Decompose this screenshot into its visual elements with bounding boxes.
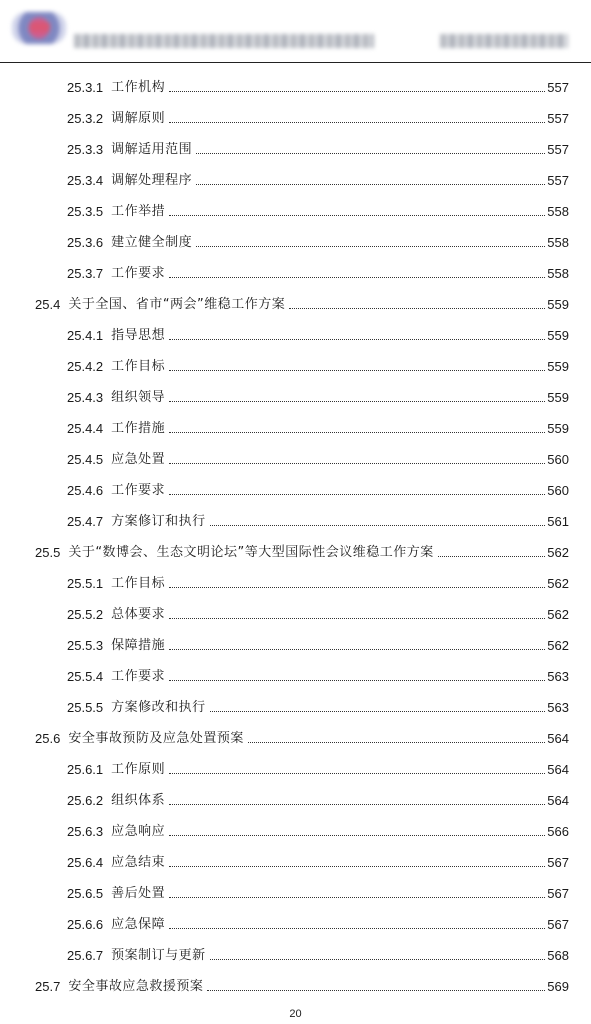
toc-entry-page: 562 — [547, 607, 569, 622]
toc-entry[interactable] — [67, 231, 569, 251]
toc-entry[interactable] — [67, 820, 569, 840]
toc-entry[interactable] — [67, 634, 569, 654]
toc-entry-number: 25.4.3 — [67, 390, 104, 405]
toc-entry[interactable] — [67, 851, 569, 871]
toc-entry[interactable] — [67, 758, 569, 778]
toc-entry-title: 工作机构 — [111, 80, 166, 95]
toc-dot-leader — [169, 493, 545, 495]
toc-entry[interactable] — [67, 355, 569, 375]
toc-entry-page: 558 — [547, 266, 569, 281]
toc-entry-title: 应急处置 — [111, 452, 166, 467]
toc-entry[interactable] — [67, 386, 569, 406]
toc-entry[interactable] — [67, 665, 569, 685]
toc-entry-number: 25.4.4 — [67, 421, 104, 436]
toc-dot-leader — [169, 400, 545, 402]
toc-entry-page: 561 — [547, 514, 569, 529]
toc-entry-number: 25.6.1 — [67, 762, 104, 777]
toc-entry-title: 工作原则 — [111, 762, 166, 777]
toc-dot-leader — [169, 214, 545, 216]
toc-entry-title: 工作要求 — [111, 669, 166, 684]
toc-entry[interactable] — [67, 324, 569, 344]
toc-entry-page: 557 — [547, 111, 569, 126]
toc-entry-number: 25.3.5 — [67, 204, 104, 219]
toc-entry-title: 工作要求 — [111, 483, 166, 498]
toc-dot-leader — [169, 834, 545, 836]
toc-dot-leader — [196, 152, 545, 154]
toc-entry[interactable] — [67, 696, 569, 716]
toc-entry-number: 25.6.7 — [67, 948, 104, 963]
toc-entry-title: 方案修订和执行 — [111, 514, 206, 529]
toc-entry-title: 应急响应 — [111, 824, 166, 839]
toc-entry-number: 25.5.4 — [67, 669, 104, 684]
toc-entry-title: 应急保障 — [111, 917, 166, 932]
toc-entry-page: 559 — [547, 390, 569, 405]
toc-entry-number: 25.4.2 — [67, 359, 104, 374]
toc-dot-leader — [210, 524, 546, 526]
toc-entry[interactable] — [67, 603, 569, 623]
toc-dot-leader — [207, 989, 545, 991]
toc-entry-number: 25.5 — [35, 545, 61, 560]
toc-entry-number: 25.7 — [35, 979, 61, 994]
toc-entry-title: 建立健全制度 — [111, 235, 193, 250]
toc-entry-number: 25.3.6 — [67, 235, 104, 250]
toc-entry-page: 558 — [547, 204, 569, 219]
toc-dot-leader — [196, 245, 545, 247]
toc-entry[interactable] — [67, 417, 569, 437]
toc-entry[interactable] — [67, 479, 569, 499]
toc-dot-leader — [169, 648, 545, 650]
page-header — [0, 0, 591, 62]
toc-entry-page: 563 — [547, 700, 569, 715]
toc-entry-title: 保障措施 — [111, 638, 166, 653]
toc-dot-leader — [169, 865, 545, 867]
toc-entry-number: 25.4 — [35, 297, 61, 312]
toc-entry-title: 调解适用范围 — [111, 142, 193, 157]
toc-entry-title: 关于“数博会、生态文明论坛”等大型国际性会议维稳工作方案 — [68, 545, 434, 560]
toc-dot-leader — [169, 927, 545, 929]
toc-entry[interactable] — [67, 169, 569, 189]
toc-entry-title: 工作目标 — [111, 359, 166, 374]
toc-entry[interactable] — [67, 448, 569, 468]
toc-dot-leader — [169, 276, 545, 278]
toc-entry-number: 25.6.3 — [67, 824, 104, 839]
toc-entry[interactable] — [67, 913, 569, 933]
toc-entry-title: 组织领导 — [111, 390, 166, 405]
toc-dot-leader — [169, 431, 545, 433]
toc-entry-number: 25.6.4 — [67, 855, 104, 870]
toc-entry-title: 调解处理程序 — [111, 173, 193, 188]
toc-entry-page: 562 — [547, 638, 569, 653]
page-number: 20 — [289, 1008, 302, 1020]
toc-entry-page: 559 — [547, 297, 569, 312]
toc-entry-title: 安全事故预防及应急处置预案 — [68, 731, 244, 746]
toc-entry-title: 总体要求 — [111, 607, 166, 622]
toc-entry-number: 25.5.1 — [67, 576, 104, 591]
toc-dot-leader — [169, 772, 545, 774]
toc-entry-title: 调解原则 — [111, 111, 166, 126]
toc-entry[interactable] — [67, 138, 569, 158]
toc-entry-title: 关于全国、省市“两会”维稳工作方案 — [68, 297, 286, 312]
toc-entry-title: 指导思想 — [111, 328, 166, 343]
toc-entry[interactable] — [67, 200, 569, 220]
toc-entry-number: 25.6.5 — [67, 886, 104, 901]
toc-entry-page: 562 — [547, 576, 569, 591]
toc-entry-number: 25.3.4 — [67, 173, 104, 188]
toc-entry[interactable] — [35, 727, 569, 747]
toc-entry-title: 方案修改和执行 — [111, 700, 206, 715]
toc-entry[interactable] — [67, 572, 569, 592]
toc-entry-title: 工作措施 — [111, 421, 166, 436]
header-rule — [0, 62, 591, 63]
toc-entry-page: 560 — [547, 452, 569, 467]
toc-dot-leader — [438, 555, 546, 557]
toc-entry-number: 25.3.7 — [67, 266, 104, 281]
toc-entry-number: 25.4.7 — [67, 514, 104, 529]
toc-dot-leader — [169, 617, 545, 619]
blurred-header-text-left — [74, 34, 374, 48]
toc-entry-page: 564 — [547, 762, 569, 777]
toc-entry-page: 567 — [547, 917, 569, 932]
toc-entry[interactable] — [35, 541, 569, 561]
toc-entry-page: 557 — [547, 142, 569, 157]
toc-entry-title: 预案制订与更新 — [111, 948, 206, 963]
toc-entry-page: 566 — [547, 824, 569, 839]
toc-entry-number: 25.3.2 — [67, 111, 104, 126]
toc-dot-leader — [169, 586, 545, 588]
toc-entry[interactable] — [35, 975, 569, 995]
toc-entry-number: 25.4.6 — [67, 483, 104, 498]
toc-entry-title: 工作要求 — [111, 266, 166, 281]
toc-dot-leader — [289, 307, 545, 309]
toc-entry[interactable] — [67, 510, 569, 530]
toc-entry-number: 25.3.1 — [67, 80, 104, 95]
toc-entry-page: 567 — [547, 886, 569, 901]
toc-entry-title: 安全事故应急救援预案 — [68, 979, 204, 994]
toc-entry[interactable] — [67, 789, 569, 809]
toc-entry-number: 25.6.6 — [67, 917, 104, 932]
toc-entry-title: 善后处置 — [111, 886, 166, 901]
toc-entry[interactable] — [35, 293, 569, 313]
toc-entry-number: 25.5.2 — [67, 607, 104, 622]
toc-entry-title: 工作举措 — [111, 204, 166, 219]
blurred-header-text-right — [440, 34, 568, 48]
toc-entry-page: 558 — [547, 235, 569, 250]
toc-entry-page: 557 — [547, 173, 569, 188]
toc-dot-leader — [196, 183, 545, 185]
toc-entry-page: 564 — [547, 731, 569, 746]
toc-entry-title: 应急结束 — [111, 855, 166, 870]
toc-entry-page: 568 — [547, 948, 569, 963]
toc-dot-leader — [169, 803, 545, 805]
toc-entry[interactable] — [67, 262, 569, 282]
toc-entry-title: 工作目标 — [111, 576, 166, 591]
toc-entry-page: 563 — [547, 669, 569, 684]
toc-entry-page: 559 — [547, 359, 569, 374]
toc-dot-leader — [210, 958, 546, 960]
toc-entry[interactable] — [67, 882, 569, 902]
toc-dot-leader — [169, 896, 545, 898]
toc-dot-leader — [169, 90, 545, 92]
toc-dot-leader — [169, 679, 545, 681]
toc-dot-leader — [248, 741, 545, 743]
toc-entry-number: 25.3.3 — [67, 142, 104, 157]
toc-entry-page: 569 — [547, 979, 569, 994]
toc-entry-page: 559 — [547, 328, 569, 343]
toc-entry-page: 559 — [547, 421, 569, 436]
toc-entry-number: 25.4.5 — [67, 452, 104, 467]
toc-entry-page: 557 — [547, 80, 569, 95]
toc-entry-page: 562 — [547, 545, 569, 560]
toc-entry[interactable] — [67, 107, 569, 127]
toc-entry[interactable] — [67, 944, 569, 964]
toc-dot-leader — [169, 121, 545, 123]
toc-entry-page: 564 — [547, 793, 569, 808]
toc-dot-leader — [169, 338, 545, 340]
toc-entry-page: 560 — [547, 483, 569, 498]
toc-dot-leader — [210, 710, 546, 712]
toc-entry-number: 25.5.5 — [67, 700, 104, 715]
toc-entry-page: 567 — [547, 855, 569, 870]
company-logo — [8, 6, 70, 50]
toc-entry[interactable] — [67, 76, 569, 96]
toc-dot-leader — [169, 369, 545, 371]
toc-dot-leader — [169, 462, 545, 464]
toc-entry-number: 25.5.3 — [67, 638, 104, 653]
toc-entry-number: 25.6 — [35, 731, 61, 746]
toc-entry-number: 25.6.2 — [67, 793, 104, 808]
toc-entry-title: 组织体系 — [111, 793, 166, 808]
toc-entry-number: 25.4.1 — [67, 328, 104, 343]
